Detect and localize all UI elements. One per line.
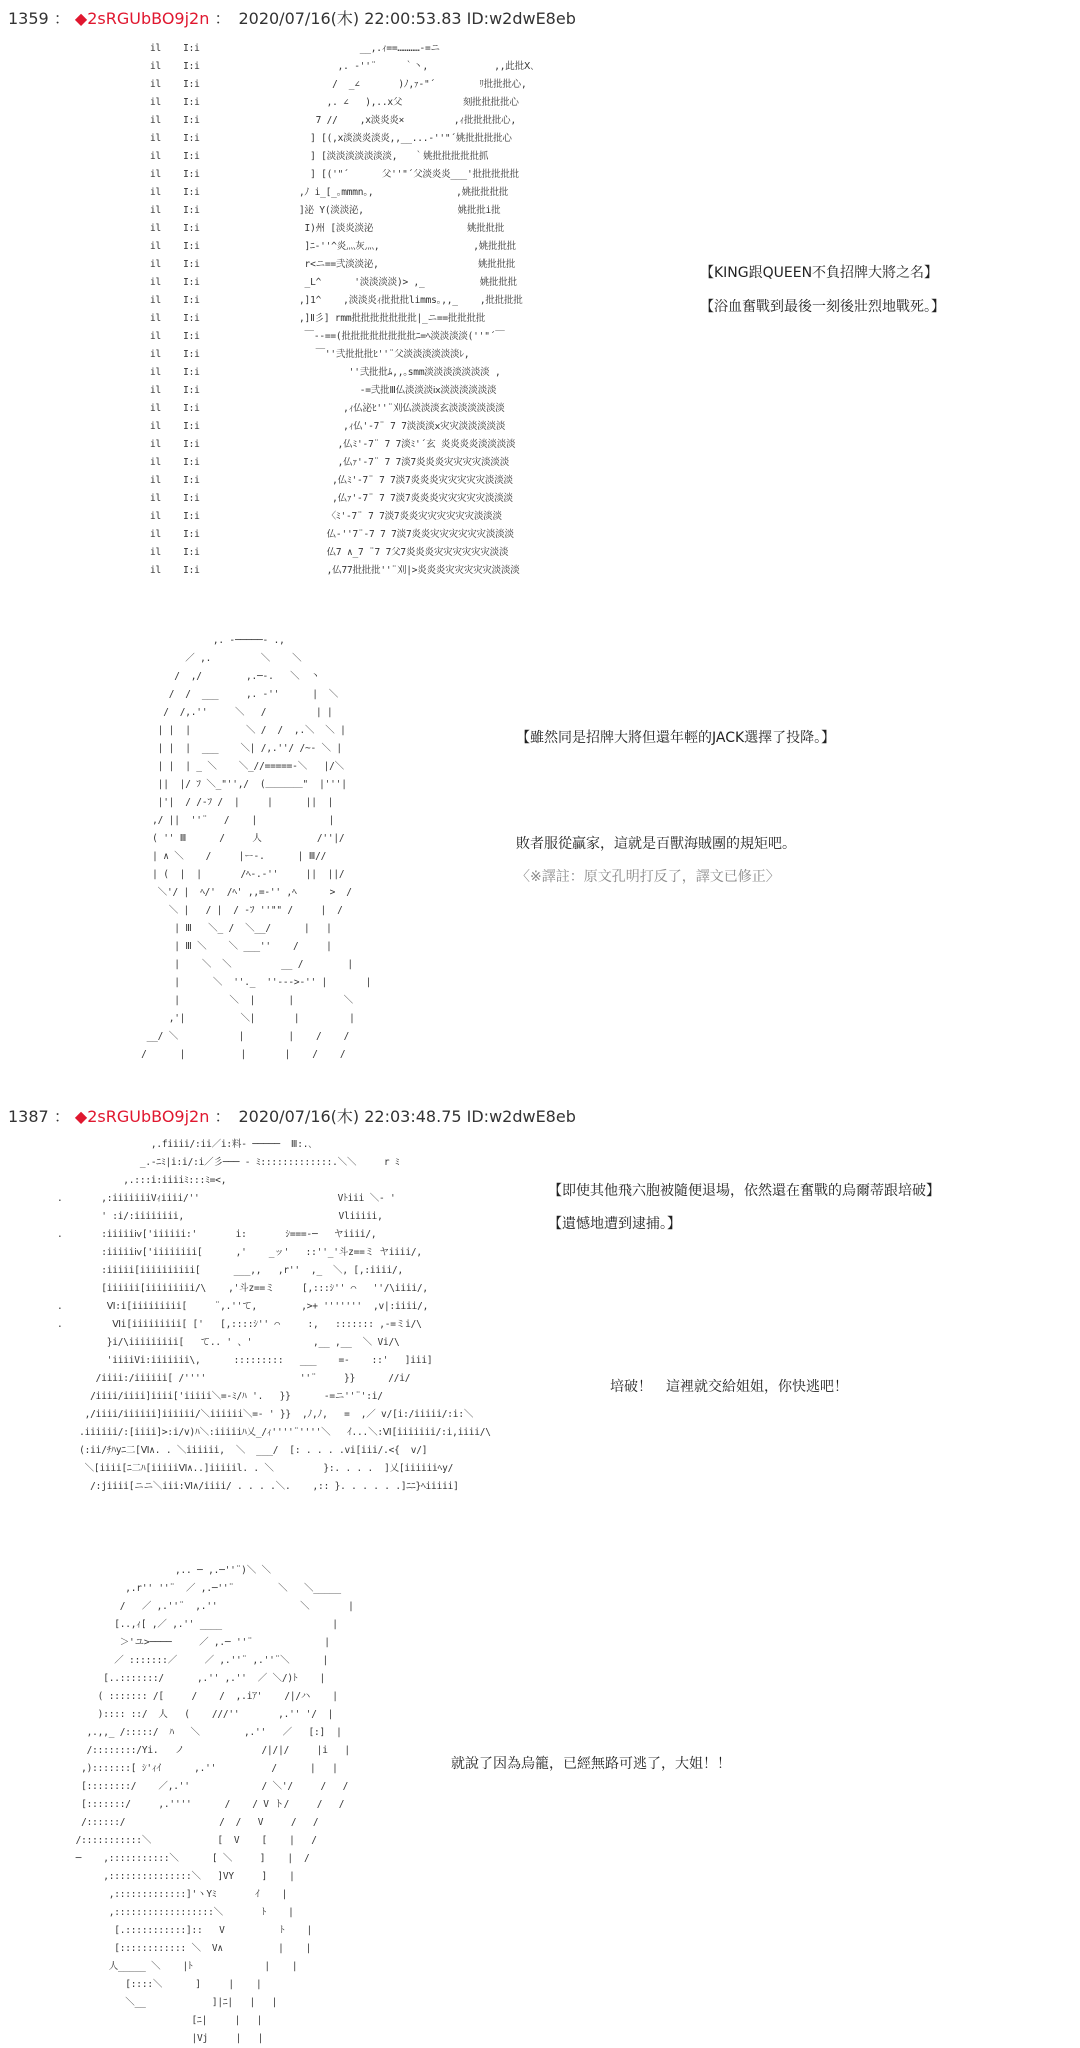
- caption-arrested: 【遺憾地遭到逮捕。】: [548, 1216, 681, 1232]
- caption-king-queen: 【KING跟QUEEN不負招牌大將之名】: [700, 265, 939, 281]
- post-datetime: ： 2020/07/16(木) 22:00:53.83 ID:w2dwE8eb: [214, 9, 576, 28]
- caption-died-fighting: 【浴血奮戰到最後一刻後壯烈地戰死。】: [700, 299, 945, 315]
- caption-rule: 敗者服從贏家，這就是百獸海賊團的規矩吧。: [516, 836, 796, 852]
- caption-ulti-line: 培破！ 這裡就交給姐姐，你快逃吧！: [610, 1379, 848, 1395]
- ascii-art-page-one: ,.. ─ ,.─''¨)＼ ＼ ,.r'' ''¨ ／ ,.─''¨ ＼ ＼_____ / ／ ,.''¨ ,.'' ＼ | [..,ｨ[ ,／ ,.'' ____ | ＞'ユ>──── ／ ,.─ ''¨ | ／ :::::::／ ／ ,.''¨ ,.''¨＼ | [..:::::::/ ,.'' ,.'' ／ ＼/)ﾄ | ( ::::::: /[ / / ,.iｱ' /|/ハ | ):::: ::/ 人 ( ///'' ,.'' '/ | ,.,,_ /:::::/ ﾊ ＼ ,.'' ／ [:] | /::::::::/Yi. ノ /|/|/ |i | ,):::::::[ ｼ'ｨｲ ,.'' / | | [::::::::/ ／,.'' / ＼'/ / / [:::::::/ ,.'''' / / V ト/ / / /::::::/ / / V / / /:::::::::::＼ [ V [ | / ─ ,:::::::::::＼ [ ＼ ] | / ,:::::::::::::::＼ ]VY ] | ,:::::::::::::]'ヽYﾐ ｲ | ,::::::::::::::::::＼ ﾄ | [.:::::::::::]:: V ﾄ | [:::::::::::: ＼ V∧ | | 人_____ ＼ |ﾄ | | [::::＼ ] | | ＼__ ]|ﾆ| | | [ﾆ| | | |Vj | |: [75, 1565, 354, 2044]
- post-number: 1359: [8, 9, 49, 28]
- caption-page-one-line: 就說了因為烏籠，已經無路可逃了，大姐！！: [451, 1756, 731, 1772]
- caption-jack-surrender: 【雖然同是招牌大將但還年輕的JACK選擇了投降。】: [516, 730, 836, 746]
- post-header-1387: [8, 1104, 576, 1127]
- post-datetime: ： 2020/07/16(木) 22:03:48.75 ID:w2dwE8eb: [214, 1107, 576, 1126]
- post-number: 1387: [8, 1107, 49, 1126]
- ascii-art-jack: ,. -─────- ., ／ ,. ＼ ＼ / ,/ ,.─-. ＼ 丶 / / ___ ,. -'' | ＼ / /,.'' ＼ / | | | | | ＼ / / ,.＼ ＼ | | | | ___ ＼| /,.''/ /~- ＼ | | | | _ ＼ ＼_//=====-＼ |/＼ || |/ ﾌ ＼_"'',/ (＿＿＿＿" |'''| |'| / /-ﾌ / | | || | ,/ || ''¨ / | | ( '' Ⅲ / 人 /''|/ | ∧ ＼ / |ー-. | Ⅲ// | ( | | /ﾍ-.-'' || ||/ ＼'/ | ﾍ/' /ﾍ' ,,=-'' ,ﾍ > / ＼ | / | / -ﾌ ''"" / | / | Ⅲ ＼_ / ＼__/ | | | Ⅲ ＼ ＼ ___'' / | | ＼ ＼ __ / | | ＼ ''._ ''--->-'' | | | ＼ | | ＼ ,'| ＼| | | __/ ＼ | | / / / | | | / /: [141, 635, 372, 1060]
- ascii-art-queen: il I:i __,.ｨ==…………-=ニ il I:i ,. -''¨ ｀丶, ,,此批Ⅹ､ il I:i / _∠ )ﾉ,ｧ-"´ ﾘ批批批心, il I:i ,. ∠ ),..x父 刻批批批批心 il I:i 7 // ,x淡炎炎× ,ｨ批批批批心, il I:i ] [(,x淡淡炎淡炎,,__...-''"´姚批批批批心 il I:i ] [淡淡淡淡淡淡淡, ｀姚批批批批批抓 il I:i ] [('"´ 父''"´父淡炎炎___'批批批批批 il I:i ,ﾉ i_[_｡mmmn｡, ,姚批批批批 il I:i ]泌 Y(淡淡泌, 姚批批i批 il I:i I)州 [淡炎淡泌 姚批批批 il I:i ]ﾆ-''^炎灬灰灬, ,姚批批批 il I:i r<ニ==弐淡淡泌, 姚批批批 il I:i _L^ '淡淡淡淡)> ,_ 姚批批批 il I:i ,]1^ ,淡淡炎ｨ批批批limms｡,,_ ,批批批批 il I:i ,]Ⅱ彡] rmm批批批批批批批|_ニ==批批批批 il I:i ￣--==(批批批批批批批批ﾆ=ﾍ淡淡淡淡(''"´￣ il I:i ￣''弐批批批ﾋ''¨父淡淡淡淡淡淡ﾚ, il I:i ''弐批批ﾑ,,｡smm淡淡淡淡淡淡淡 , il I:i -=弐批Ⅲ仏淡淡淡ⅸ淡淡淡淡淡淡 il I:i ,ｨ仏泌ﾋ''¨刈仏淡淡淡玄淡淡淡淡淡淡 il I:i ,ｨ仏'‐7¨ 7 7淡淡淡ⅹ灾灾淡淡淡淡淡 il I:i ,仏ﾐ'‐7¨ 7 7淡ﾐ'´玄 炎炎炎炎淡淡淡淡 il I:i ,仏ｧ'‐7¨ 7 7淡7炎炎炎灾灾灾灾淡淡淡 il I:i ,仏ﾐ'‐7¨ 7 7淡7炎炎炎灾灾灾灾灾淡淡淡 il I:i ,仏ｧ'‐7¨ 7 7淡7炎炎炎灾灾灾灾灾淡淡淡 il I:i 〈ﾐ'‐7¨ 7 7淡7炎炎灾灾灾灾灾灾淡淡淡 il I:i 仏-''7¨‐7 7 7淡7炎炎灾灾灾灾灾灾淡淡淡 il I:i 仏7 ∧_7 ¨7 7父7炎炎炎灾灾灾灾灾灾淡淡 il I:i ,仏77批批批''¨刈|>炎炎炎灾灾灾灾灾淡淡淡: [150, 43, 535, 576]
- caption-translator-note: 〈※譯註：原文孔明打反了，譯文已修正〉: [516, 869, 780, 885]
- post-trip[interactable]: ◆2sRGUbBO9j2n: [74, 1107, 210, 1126]
- post-separator: ：: [53, 9, 70, 28]
- post-separator: ：: [53, 1107, 70, 1126]
- ascii-art-ulti: ,.fiiii/:ii／i:料‐ ───── Ⅲ:.､ _.-ﾆﾐ|i:i/:i／彡─── ‐ ﾐ:::::::::::::.＼＼ r ﾐ ,.:::i:iiiiﾐ:::ﾐ=<, . ,:iiiiiiiVｨiiii/'' Vﾄiii ＼- ' ' :i/:iiiiiiii, Vliiiii, . :iiiiiⅳ['iiiiii:' i: ｼ===‐─ ヤiiii/, :iiiiiⅳ['iiiiiiii[ ,' _ッ' ::''_'斗z==ミ ヤiiii/, :iiiii[iiiiiiiiii[ ___,, ,r'' ,_ ＼, [,:iiii/, [iiiiii[iiiiiiiii/\ ,'斗z==ミ [,:::ｼ'' ⌒ ''/\iiii/, . Ⅵ:i[iiiiiiiii[ ¨,.''て, ,>+ ''''''' ,v|:iiii/, . Ⅵi[iiiiiiiii[ [' [,::::ｼ'' ⌒ :, ::::::: ,-=ミi/\ }i/\iiiiiiiii[ て.. ' 、' ,__ ,__ ＼ Vi/\ 'iiiiVi:iiiiiii\, ::::::::: ___ =- ::' ]iii] /iiii:/iiiiii[ /'''' ''¨ }} //i/ /iiii/iiii]iiii['iiiii＼=-ﾐ/ﾊ '. }} -=ニ''¨':i/ ,/iiii/iiiiii]iiiiii/＼iiiiii＼=- ' }} ,ﾉ,ﾉ, = ,／ v/[i:/iiiii/:i:＼ .iiiiii/:[iiii]>:i/v)ﾊ＼:iiiiiﾊ乂_/ｨ''''¨''''＼ ｲ...＼:Ⅵ[iiiiiii/:i,iiii/\ (:ii/ﾁﾊyﾆ二[Ⅵ∧. . ＼iiiiii, ＼ ___/ [: . . . .vi[iii/.<{ v/] ＼[iiii[ﾆ二ﾊ[iiiiiⅥ∧..]iiiiil. . ＼ }:. . . . ]乂[iiiiiiﾍy/ /:jiiii[ニニ＼iii:Ⅵ∧/iiii/ . . . .＼. ,:: }. . . . . .]ﾆﾆ}ﾍiiiii]: [57, 1139, 491, 1492]
- post-header-1359: [8, 6, 576, 29]
- caption-others-retired: 【即使其他飛六胞被隨便退場，依然還在奮戰的烏爾蒂跟培破】: [548, 1183, 940, 1199]
- post-trip[interactable]: ◆2sRGUbBO9j2n: [74, 9, 210, 28]
